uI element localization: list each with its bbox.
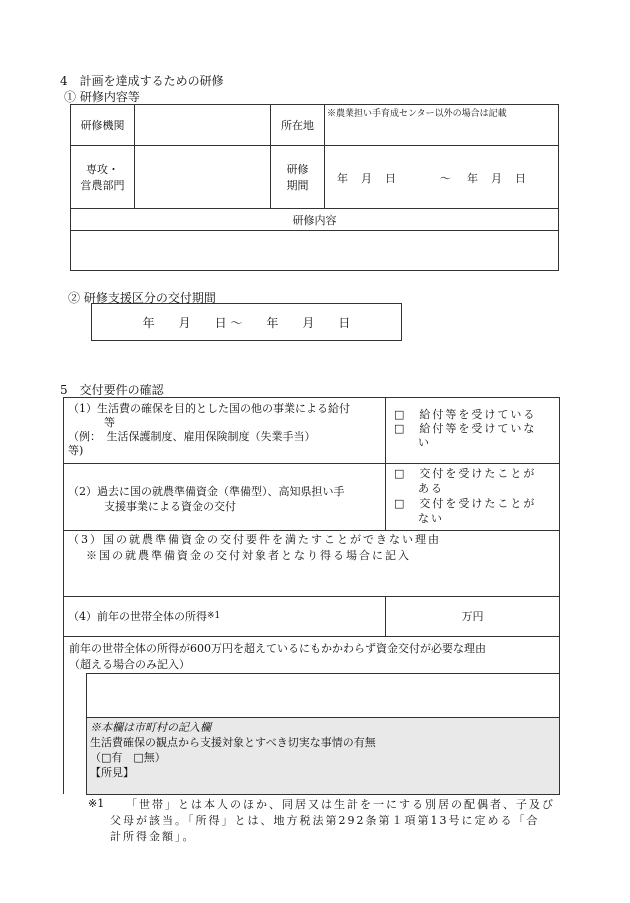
period-from: 年 月 日 xyxy=(337,172,397,185)
reason-line2: （超える場合のみ記入） xyxy=(69,658,190,671)
reason-line1: 前年の世帯全体の所得が600万円を超えているにもかかわらず資金交付が必要な理由 xyxy=(69,642,486,655)
period-separator: ～ xyxy=(440,172,451,185)
q3-question xyxy=(68,532,558,564)
label-major-line1: 専攻・ xyxy=(86,163,119,176)
municipality-title: ※本欄は市町村の記入欄 xyxy=(90,721,211,734)
training-content-field[interactable] xyxy=(72,231,557,270)
q2-option-received[interactable]: □ 交付を受けたことが xyxy=(394,467,537,480)
municipality-opinion: 【所見】 xyxy=(90,766,134,779)
reason-answer-field[interactable] xyxy=(86,673,560,718)
q1-line2: 等 xyxy=(104,416,115,429)
training-table xyxy=(70,104,559,271)
label-period-line2: 期間 xyxy=(286,179,309,192)
q1-question xyxy=(68,402,382,458)
label-location: 所在地 xyxy=(281,119,314,132)
label-training-period xyxy=(271,146,324,208)
period-to: 年 月 日 xyxy=(467,172,527,185)
footnote-line2: 父母が該当。「所得」とは、地方税法第292条第１項第13号に定める「合 xyxy=(110,814,540,827)
q2-line1: （2）過去に国の就農準備資金（準備型）、高知県担い手 xyxy=(68,485,345,498)
subsection-training-content: ① 研修内容等 xyxy=(64,90,140,104)
q1-line4: 等) xyxy=(68,444,84,457)
subsection-grant-period: ② 研修支援区分の交付期間 xyxy=(68,291,216,305)
label-training-org: 研修機関 xyxy=(80,119,125,132)
location-note[interactable]: ※農業担い手育成センター以外の場合は記載 xyxy=(327,109,507,119)
municipality-question: 生活費確保の観点から支援対象とすべき切実な事情の有無 xyxy=(90,736,376,749)
q2-option-not-received-cont: ない xyxy=(418,512,444,525)
major-field[interactable] xyxy=(135,146,269,208)
municipality-options[interactable]: （□有 □無） xyxy=(90,751,166,764)
q4-unit: 万円 xyxy=(461,610,484,623)
q1-option-received[interactable]: □ 給付等を受けている xyxy=(394,408,537,421)
requirements-table xyxy=(63,397,560,637)
training-period-field[interactable] xyxy=(325,146,558,208)
footnote-mark: ※1 xyxy=(88,797,105,810)
label-training-content: 研修内容 xyxy=(292,213,337,227)
q4-question xyxy=(68,597,384,635)
q2-line2: 支援事業による資金の交付 xyxy=(104,500,236,513)
footnote-line1: 「世帯」とは本人のほか、同居又は生計を一にする別居の配偶者、子及び xyxy=(126,798,555,811)
q4-footnote-mark: ※1 xyxy=(207,611,221,621)
q4-income-field[interactable] xyxy=(386,597,559,635)
label-major-line2: 営農部門 xyxy=(80,179,125,192)
q1-option-not-received[interactable]: □ 給付等を受けていな xyxy=(394,422,537,435)
q1-options[interactable] xyxy=(394,408,558,450)
q2-option-not-received[interactable]: □ 交付を受けたことが xyxy=(394,497,537,510)
label-period-line1: 研修 xyxy=(286,163,309,176)
q3-line2: ※国の就農準備資金の交付対象者となり得る場合に記入 xyxy=(86,549,411,562)
q2-question xyxy=(68,484,382,514)
q3-line1: （3）国の就農準備資金の交付要件を満たすことができない理由 xyxy=(68,533,441,546)
municipality-box xyxy=(86,717,560,795)
q4-label: （4）前年の世帯全体の所得 xyxy=(68,610,207,623)
footnote-line3: 計所得金額」。 xyxy=(110,830,196,843)
section-5-heading: 5 交付要件の確認 xyxy=(60,383,164,397)
q3-answer-field[interactable] xyxy=(68,568,556,594)
label-major xyxy=(71,146,134,208)
grant-period-box[interactable]: 年 月 日 ～ 年 月 日 xyxy=(91,303,402,341)
footnote-text xyxy=(110,797,566,845)
section-4-heading: 4 計画を達成するための研修 xyxy=(60,74,224,88)
reason-label xyxy=(69,641,486,673)
q1-line3: （例： 生活保護制度、雇用保険制度（失業手当） xyxy=(68,430,316,443)
training-org-field[interactable] xyxy=(135,106,269,144)
q2-option-received-cont: ある xyxy=(418,482,444,495)
q1-option-not-received-cont: い xyxy=(418,436,431,449)
q2-options[interactable] xyxy=(394,466,558,526)
q1-line1: （1）生活費の確保を目的とした国の他の事業による給付 xyxy=(68,402,350,415)
